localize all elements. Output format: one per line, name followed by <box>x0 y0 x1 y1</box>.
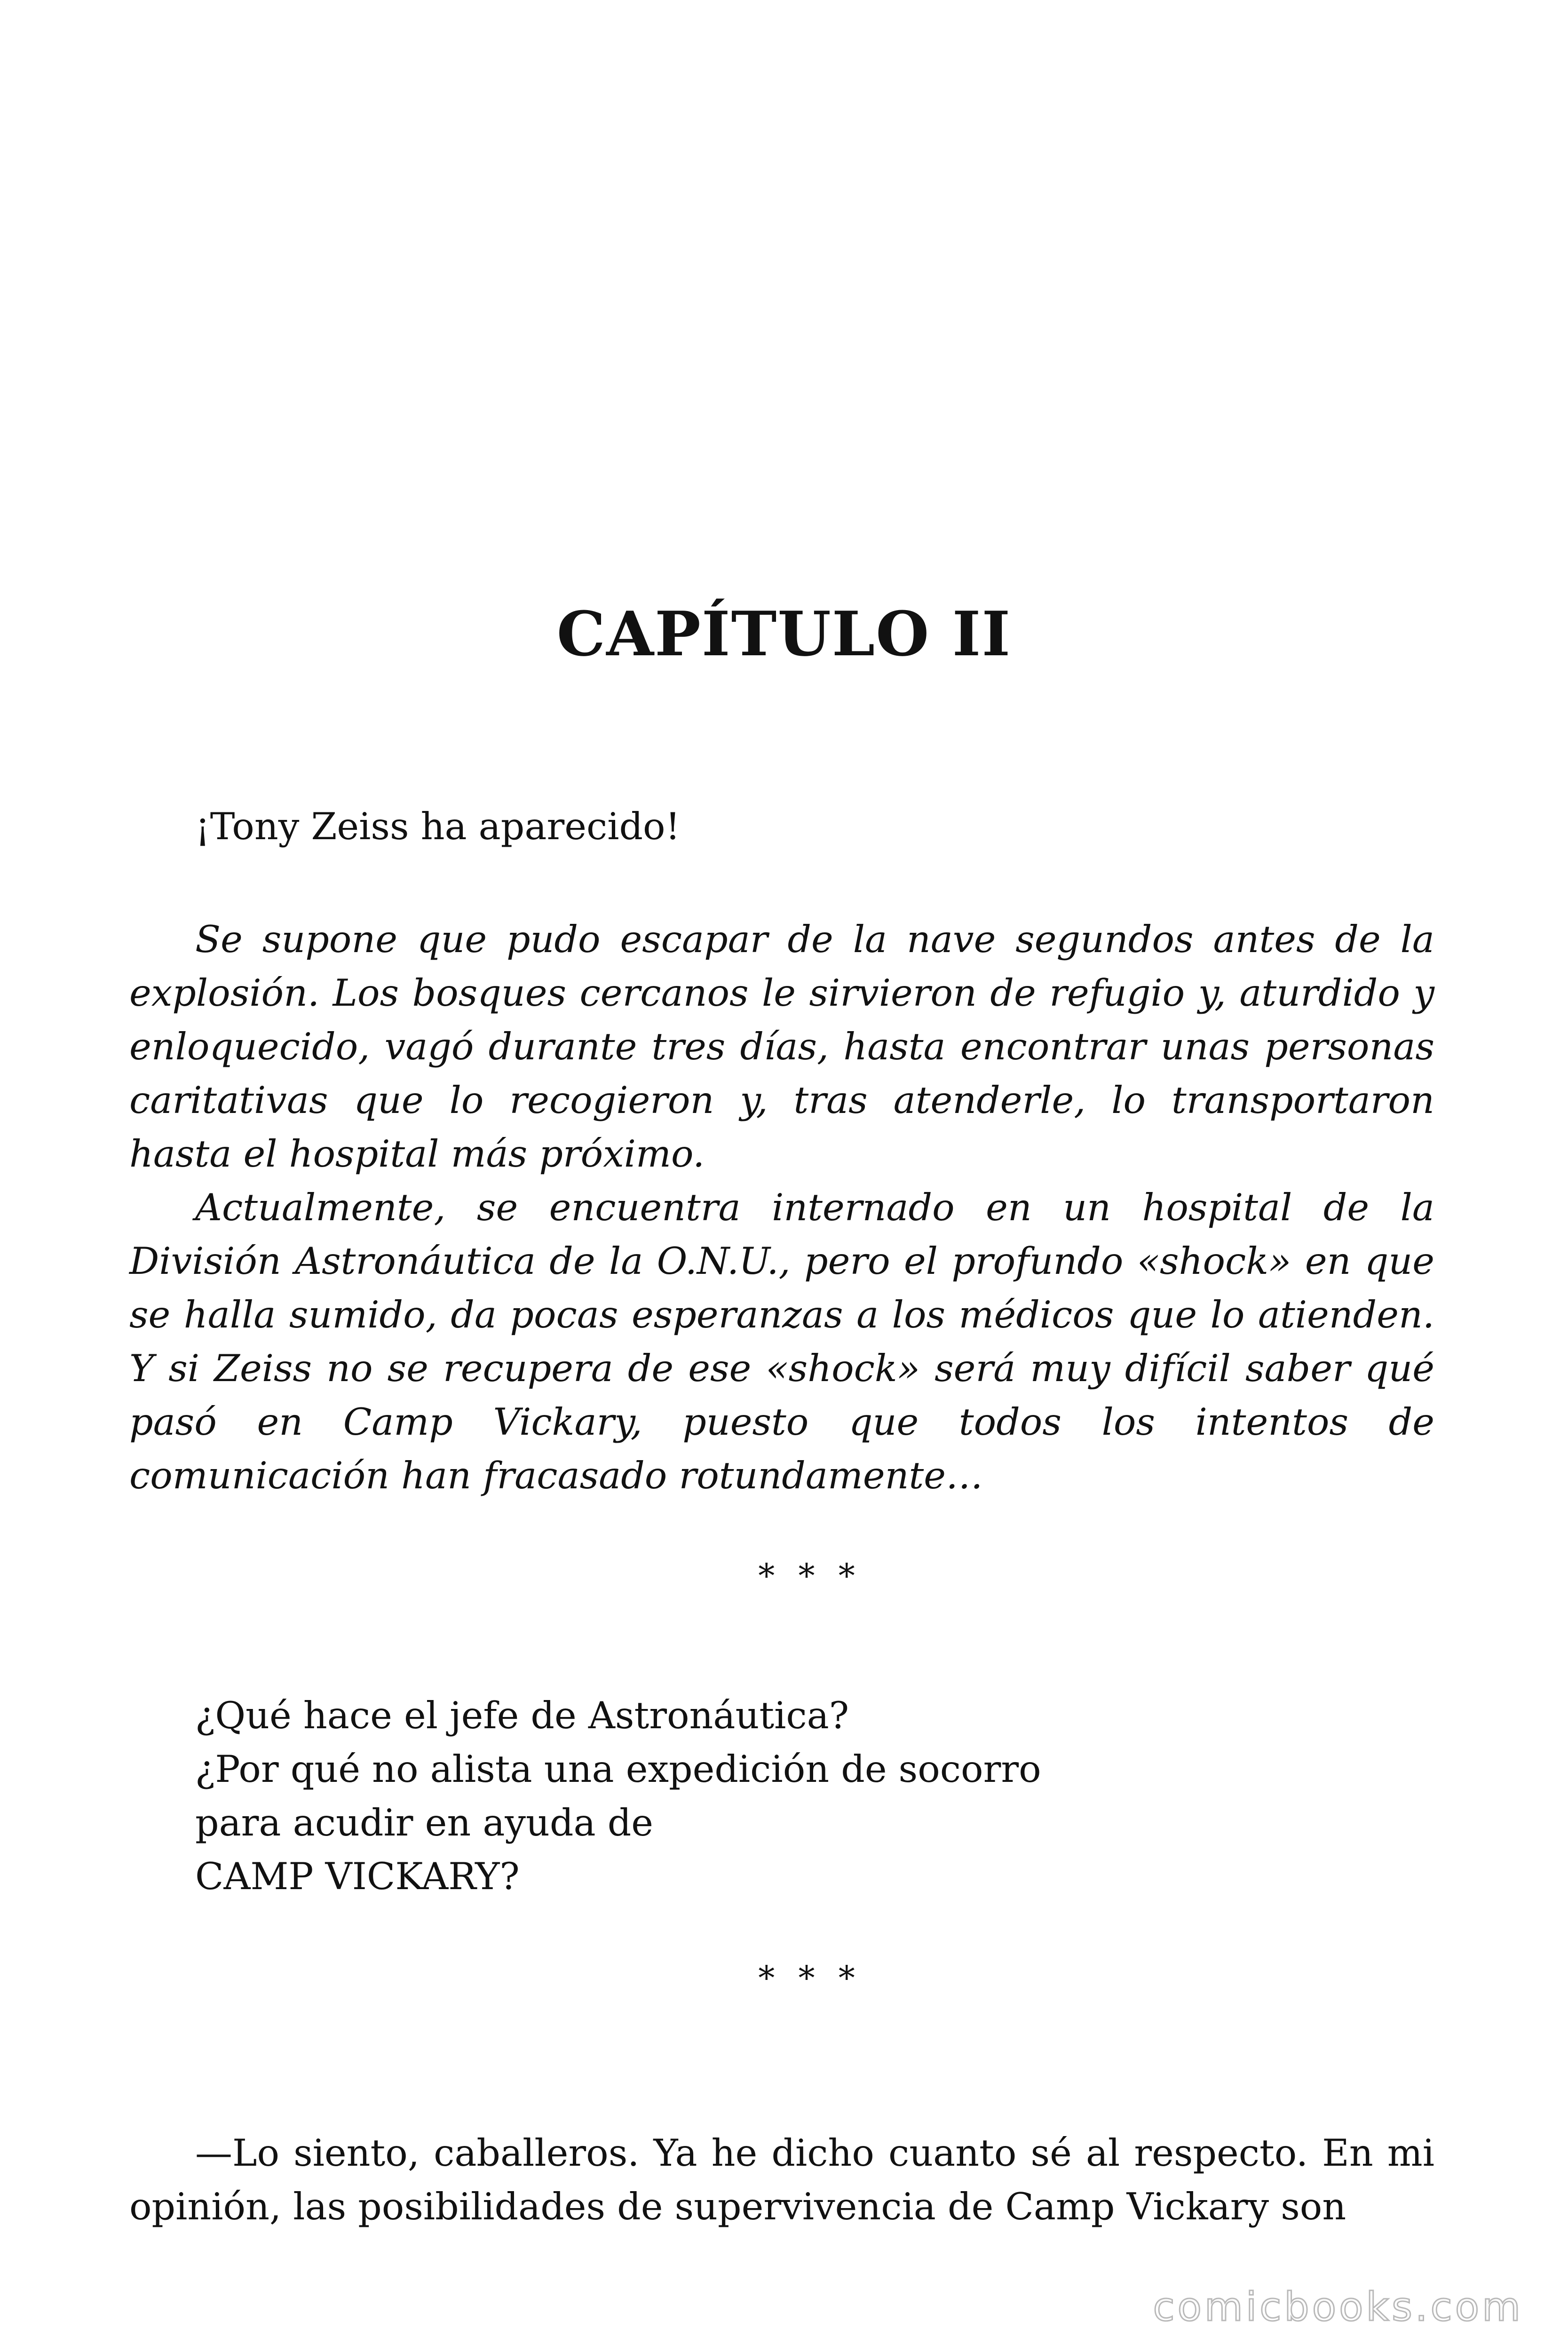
section-separator-1: * * * <box>758 1557 862 1595</box>
headline-line-2: ¿Por qué no alista una expedición de socorro <box>195 1748 1041 1791</box>
italic-paragraph-2: Actualmente, se encuentra internado en un hospital de la División Astronáutica de la O.N.U., pero el profundo «shock» en que se halla sumido, da pocas esperanzas a los médicos que lo atienden. Y si Zeiss no se recupera de ese «shock» será muy difícil saber qué pasó en Camp Vickary, puesto que todos los intentos de comunicación han fracasado rotundamente… <box>129 1186 1434 1497</box>
headline-line-4: CAMP VICKARY? <box>195 1855 520 1898</box>
dialogue-block <box>129 2126 1434 2233</box>
intro-block <box>129 800 1434 853</box>
headline-line-1: ¿Qué hace el jefe de Astronáutica? <box>195 1694 849 1737</box>
italic-paragraph-1: Se supone que pudo escapar de la nave segundos antes de la explosión. Los bosques cercanos le sirvieron de refugio y, aturdido y enloquecido, vagó durante tres días, hasta encontrar unas personas caritativas que lo recogieron y, tras atenderle, lo transportaron hasta el hospital más próximo. <box>129 918 1434 1176</box>
section-separator-2: * * * <box>758 1959 862 1997</box>
italic-news-block <box>129 913 1434 1502</box>
chapter-title: CAPÍTULO II <box>556 598 1012 670</box>
dialogue-paragraph: —Lo siento, caballeros. Ya he dicho cuanto sé al respecto. En mi opinión, las posibilidades de supervivencia de Camp Vickary son <box>129 2131 1434 2228</box>
headline-lines <box>195 1689 1041 1903</box>
intro-paragraph: ¡Tony Zeiss ha aparecido! <box>195 805 681 848</box>
headline-line-3: para acudir en ayuda de <box>195 1801 654 1844</box>
watermark-text: comicbooks.com <box>1153 2284 1523 2330</box>
